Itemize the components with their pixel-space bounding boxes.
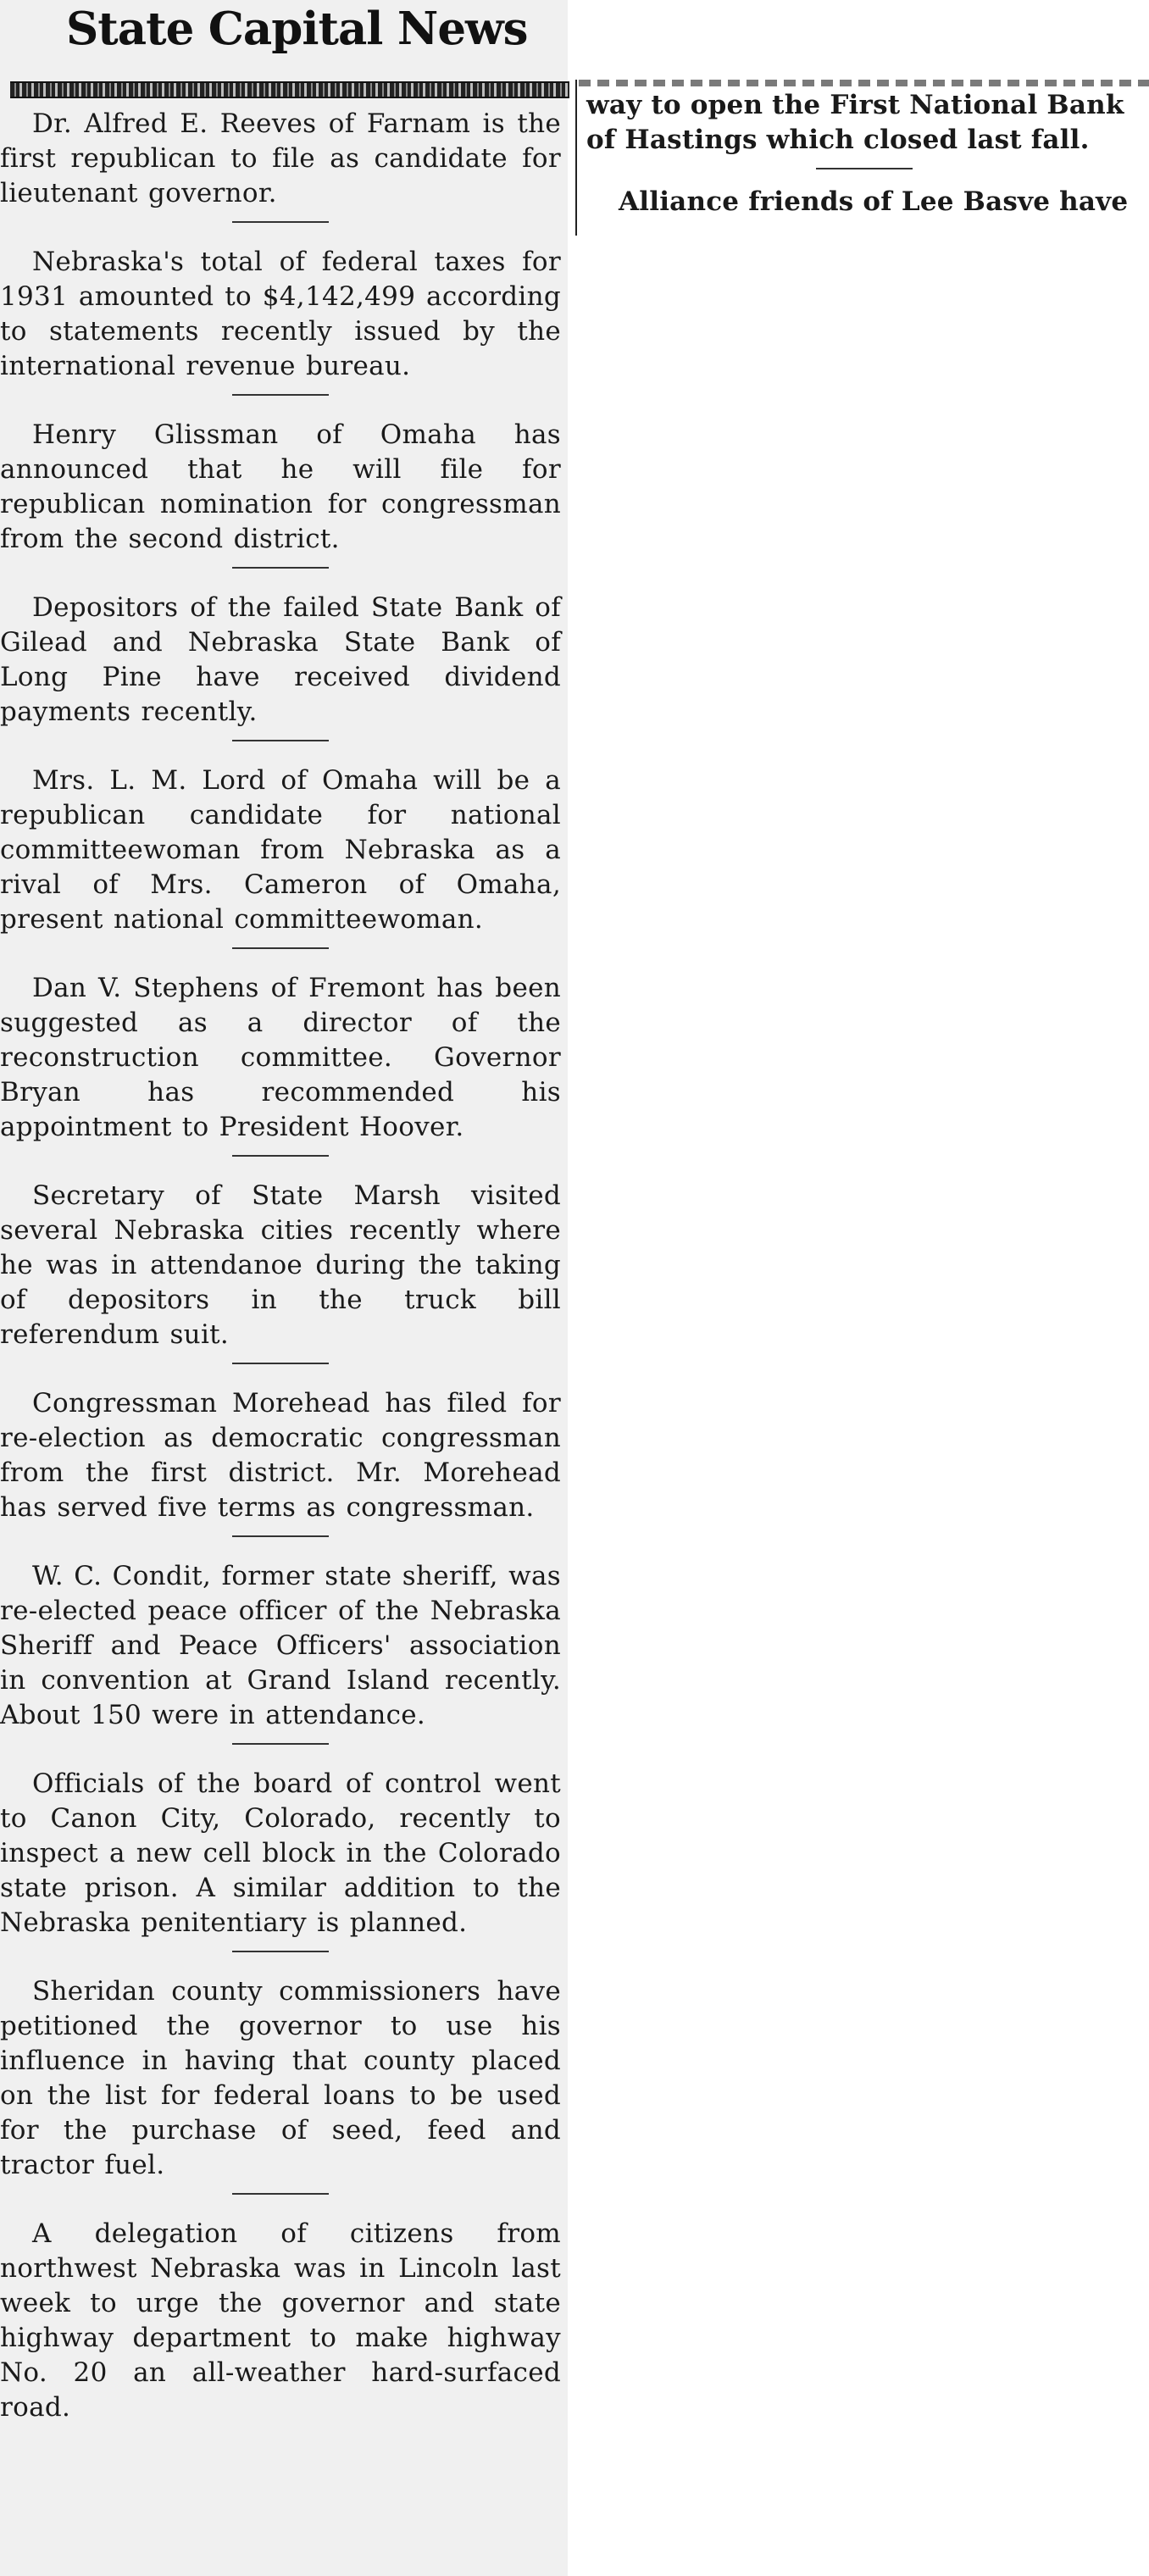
item-divider (232, 1535, 329, 1537)
news-item-text: Sheridan county commissioners have petitioned the governor to use his influence in having that county placed on the list for federal loans to be used for the purchase of seed, feed and tractor fuel. (0, 1976, 561, 2180)
news-item (0, 591, 561, 730)
news-item-text: Mrs. L. M. Lord of Omaha will be a republican candidate for national committeewoman from Nebraska as a rival of Mrs. Cameron of Omaha, present national committeewoman. (0, 765, 561, 935)
item-divider (816, 168, 913, 169)
item-divider (232, 1155, 329, 1157)
news-item (0, 2217, 561, 2425)
right-column-text (586, 88, 1142, 219)
news-item (0, 245, 561, 384)
item-divider (232, 1743, 329, 1745)
news-item (0, 1767, 561, 1940)
news-item-text: Nebraska's total of federal taxes for 1931 amounted to $4,142,499 according to statements recently issued by the international revenue bureau. (0, 247, 561, 381)
news-items (0, 107, 561, 2425)
left-column (0, 0, 568, 2576)
news-item-text: Secretary of State Marsh visited several Nebraska cities recently where he was in attendanoe during the taking of depositors in the truck bill referendum suit. (0, 1180, 561, 1350)
item-divider (232, 947, 329, 949)
news-item-text: Officials of the board of control went to Canon City, Colorado, recently to inspect a new cell block in the Colorado state prison. A similar addition to the Nebraska penitentiary is planned. (0, 1768, 561, 1938)
ornamental-rule (10, 81, 569, 98)
item-divider (232, 394, 329, 396)
news-item-text: Dr. Alfred E. Reeves of Farnam is the first republican to file as candidate for lieutenant governor. (0, 108, 561, 208)
continued-text: way to open the First National Bank of Hastings which closed last fall. (586, 90, 1124, 155)
news-item (0, 763, 561, 937)
item-divider (232, 221, 329, 223)
news-item (0, 1559, 561, 1733)
item-divider (232, 567, 329, 569)
news-item (0, 1974, 561, 2183)
item-divider (232, 1363, 329, 1364)
item-divider (232, 740, 329, 741)
masthead (0, 0, 568, 78)
news-item (0, 1386, 561, 1525)
item-divider (232, 1951, 329, 1952)
cropped-line-remnant (579, 80, 1149, 86)
next-item-start: Alliance friends of Lee Basve have (619, 186, 1129, 217)
news-item (0, 107, 561, 211)
item-divider (232, 2193, 329, 2195)
news-item-text: A delegation of citizens from northwest Nebraska was in Lincoln last week to urge the governor and state highway department to make highway No. 20 an all-weather hard-surfaced road. (0, 2218, 561, 2423)
news-item-text: Dan V. Stephens of Fremont has been suggested as a director of the reconstruction committee. Governor Bryan has recommended his appointment to President Hoover. (0, 973, 561, 1142)
column-rule (575, 80, 577, 236)
news-item-text: Congressman Morehead has filed for re-election as democratic congressman from the first district. Mr. Morehead has served five terms as congressman. (0, 1388, 561, 1523)
news-item-text: W. C. Condit, former state sheriff, was re-elected peace officer of the Nebraska Sheriff and Peace Officers' association in convention at Grand Island recently. About 150 were in attendance. (0, 1561, 561, 1730)
news-item (0, 971, 561, 1145)
masthead-title: State Capital News (66, 3, 528, 55)
news-item (0, 1179, 561, 1352)
news-item-text: Henry Glissman of Omaha has announced that he will file for republican nomination for congressman from the second district. (0, 419, 561, 554)
news-item-text: Depositors of the failed State Bank of Gilead and Nebraska State Bank of Long Pine have received dividend payments recently. (0, 592, 561, 727)
news-item (0, 418, 561, 557)
